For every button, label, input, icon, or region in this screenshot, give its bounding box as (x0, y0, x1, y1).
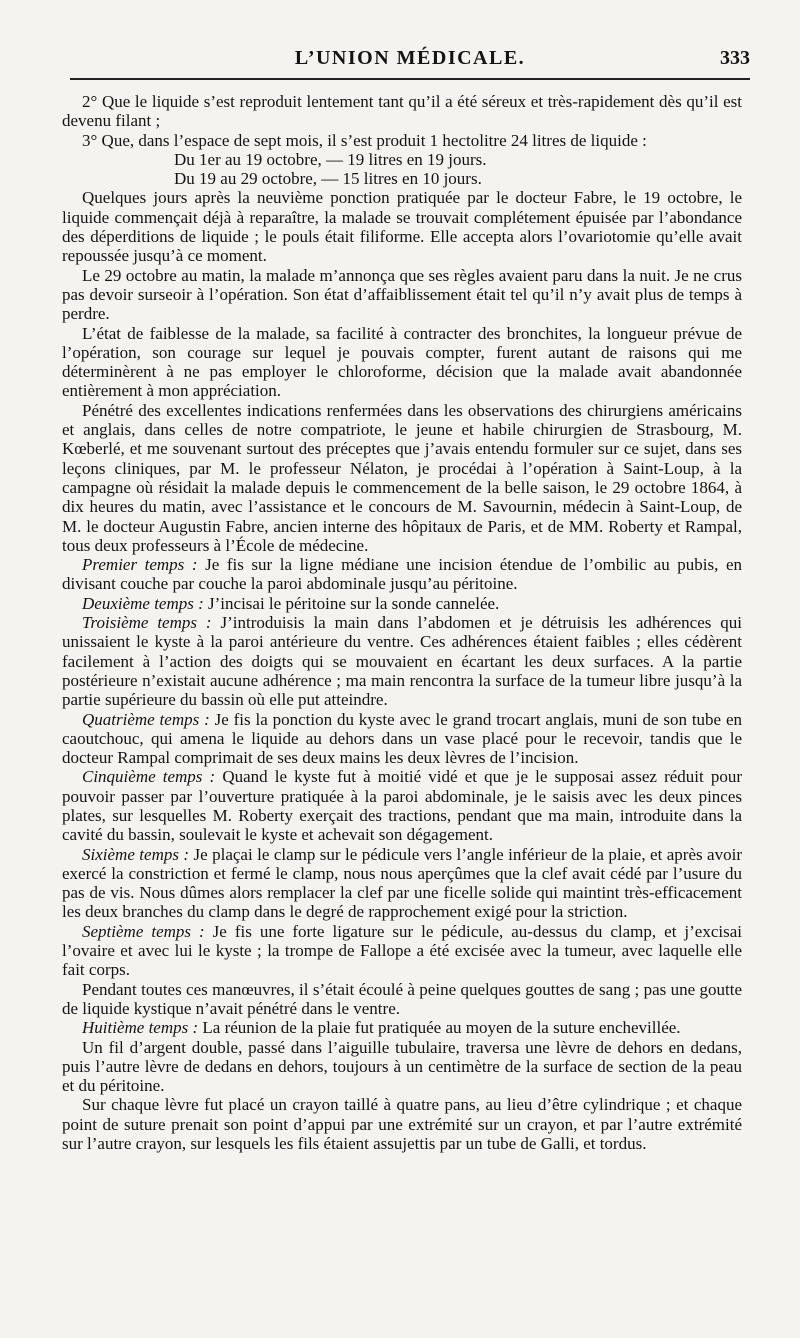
step-paragraph (62, 594, 742, 613)
step-label: Septième temps : (82, 921, 205, 941)
article-body (62, 92, 742, 1153)
step-paragraph (62, 1018, 742, 1037)
date-line: Du 1er au 19 octobre, — 19 litres en 19 jours. (174, 149, 487, 169)
step-paragraph (62, 922, 742, 980)
step-text: Je fis la ponction du kyste avec le grand trocart anglais, muni de son tube en caoutchouc, qui amena le liquide au dehors dans un vase placé pour le recevoir, tandis que le docteur Rampal comprimait de ses deux mains les deux lèvres de l’incision. (62, 709, 743, 768)
paragraph: 2° Que le liquide s’est reproduit lentement tant qu’il a été séreux et très-rapidement dès qu’il est devenu filant ; (62, 92, 742, 131)
step-label: Sixième temps : (82, 844, 190, 864)
step-label: Quatrième temps : (82, 709, 210, 729)
paragraph: 3° Que, dans l’espace de sept mois, il s’est produit 1 hectolitre 24 litres de liquide : (82, 130, 647, 150)
page-number: 333 (720, 47, 750, 69)
paragraph: Pendant toutes ces manœuvres, il s’était écoulé à peine quelques gouttes de sang ; pas une goutte de liquide kystique n’avait pénétré dans le ventre. (62, 979, 742, 1018)
header-rule (70, 78, 750, 80)
step-label: Cinquième temps : (82, 767, 216, 787)
step-text: Je plaçai le clamp sur le pédicule vers l’angle inférieur de la plaie, et après avoir exercé la constriction et fermé le clamp, nous nous aperçûmes que la clef avait cédé par l’usure du pas de vis. Nous dûmes alors remplacer la clef par une ficelle solide qui maintint très-efficacement les deux branches du clamp dans le degré de rapprochement exigé pour la striction. (62, 844, 742, 922)
step-text: J’incisai le péritoine sur la sonde cannelée. (203, 593, 500, 613)
date-line: Du 19 au 29 octobre, — 15 litres en 10 jours. (174, 169, 482, 189)
paragraph: Quelques jours après la neuvième ponction pratiquée par le docteur Fabre, le 19 octobre, le liquide commençait déjà à reparaître, la malade se trouvait complétement épuisée par l’abondance des déperditions de liquide ; le pouls était filiforme. Elle accepta alors l’ovariotomie qu’elle avait repoussée jusqu’à ce moment. (62, 188, 742, 266)
running-title: L’UNION MÉDICALE. (294, 47, 526, 69)
paragraph: L’état de faiblesse de la malade, sa facilité à contracter des bronchites, la longueur prévue de l’opération, son courage sur lequel je pouvais compter, furent autant de raisons qui me déterminèrent à ne pas employer le chloroforme, décision que la malade avait abandonnée entièrement à mon appréciation. (62, 323, 742, 401)
paragraph: Pénétré des excellentes indications renfermées dans les observations des chirurgiens américains et anglais, dans celles de notre compatriote, le jeune et habile chirurgien de Strasbourg, M. Kœberlé, et me souvenant surtout des préceptes que j’avais entendu formuler sur ce sujet, dans ses leçons cliniques, par M. le professeur Nélaton, je procédai à l’opération à Saint-Loup, à la campagne où résidait la malade depuis le commencement de la belle saison, le 29 octobre 1864, à dix heures du matin, avec l’assistance et le concours de M. Savournin, médecin à Saint-Loup, de M. le docteur Augustin Fabre, ancien interne des hôpitaux de Paris, et de MM. Roberty et Rampal, tous deux professeurs à l’École de médecine. (62, 400, 742, 555)
step-text: La réunion de la plaie fut pratiquée au moyen de la suture enchevillée. (198, 1018, 681, 1038)
step-paragraph (62, 555, 742, 594)
paragraph: Le 29 octobre au matin, la malade m’annonça que ses règles avaient paru dans la nuit. Je ne crus pas devoir surseoir à l’opération. Son état d’affaiblissement était tel qu’il n’y avait plus de temps à perdre. (62, 265, 742, 324)
step-text: Je fis sur la ligne médiane une incision étendue de l’ombilic au pubis, en divisant couche par couche la paroi abdominale jusqu’au péritoine. (62, 555, 742, 594)
step-label: Troisième temps : (82, 613, 212, 633)
step-label: Deuxième temps : (82, 593, 204, 613)
step-paragraph (62, 613, 742, 709)
step-text: Quand le kyste fut à moitié vidé et que je le supposai assez réduit pour pouvoir passer par l’ouverture pratiquée à la paroi abdominale, je le saisis avec les deux pinces plates, sur lesquelles M. Roberty exerçait des tractions, pendant que ma main, introduite dans la cavité du bassin, soulevait le kyste et achevait son dégagement. (62, 767, 742, 845)
step-text: J’introduisis la main dans l’abdomen et je détruisis les adhérences qui unissaient le kyste à la paroi antérieure du ventre. Ces adhérences étaient faibles ; elles cédèrent facilement à l’action des doigts qui se mouvaient en écartant les deux surfaces. A la partie postérieure n’existait aucune adhérence ; ma main rencontra la surface de la tumeur libre jusqu’à la partie supérieure du bassin où elle put atteindre. (62, 613, 742, 710)
step-paragraph (62, 710, 742, 768)
paragraph: Sur chaque lèvre fut placé un crayon taillé à quatre pans, au lieu d’être cylindrique ; et chaque point de suture prenait son point d’appui par une extrémité sur un crayon, et par l’autre extrémité sur l’autre crayon, sur lesquels les fils étaient assujettis par un tube de Galli, et tordus. (62, 1095, 742, 1154)
page-header (70, 47, 750, 77)
step-label: Premier temps : (82, 555, 198, 575)
step-text: Je fis une forte ligature sur le pédicule, au-dessus du clamp, et j’excisai l’ovaire et avec lui le kyste ; la trompe de Fallope a été excisée avec la tumeur, avec laquelle elle fait corps. (62, 921, 742, 980)
step-paragraph (62, 845, 742, 922)
paragraph: Un fil d’argent double, passé dans l’aiguille tubulaire, traversa une lèvre de dehors en dedans, puis l’autre lèvre de dedans en dehors, toujours à un centimètre de la surface de section de la peau et du péritoine. (62, 1037, 742, 1096)
step-paragraph (62, 767, 742, 844)
step-label: Huitième temps : (82, 1018, 199, 1038)
